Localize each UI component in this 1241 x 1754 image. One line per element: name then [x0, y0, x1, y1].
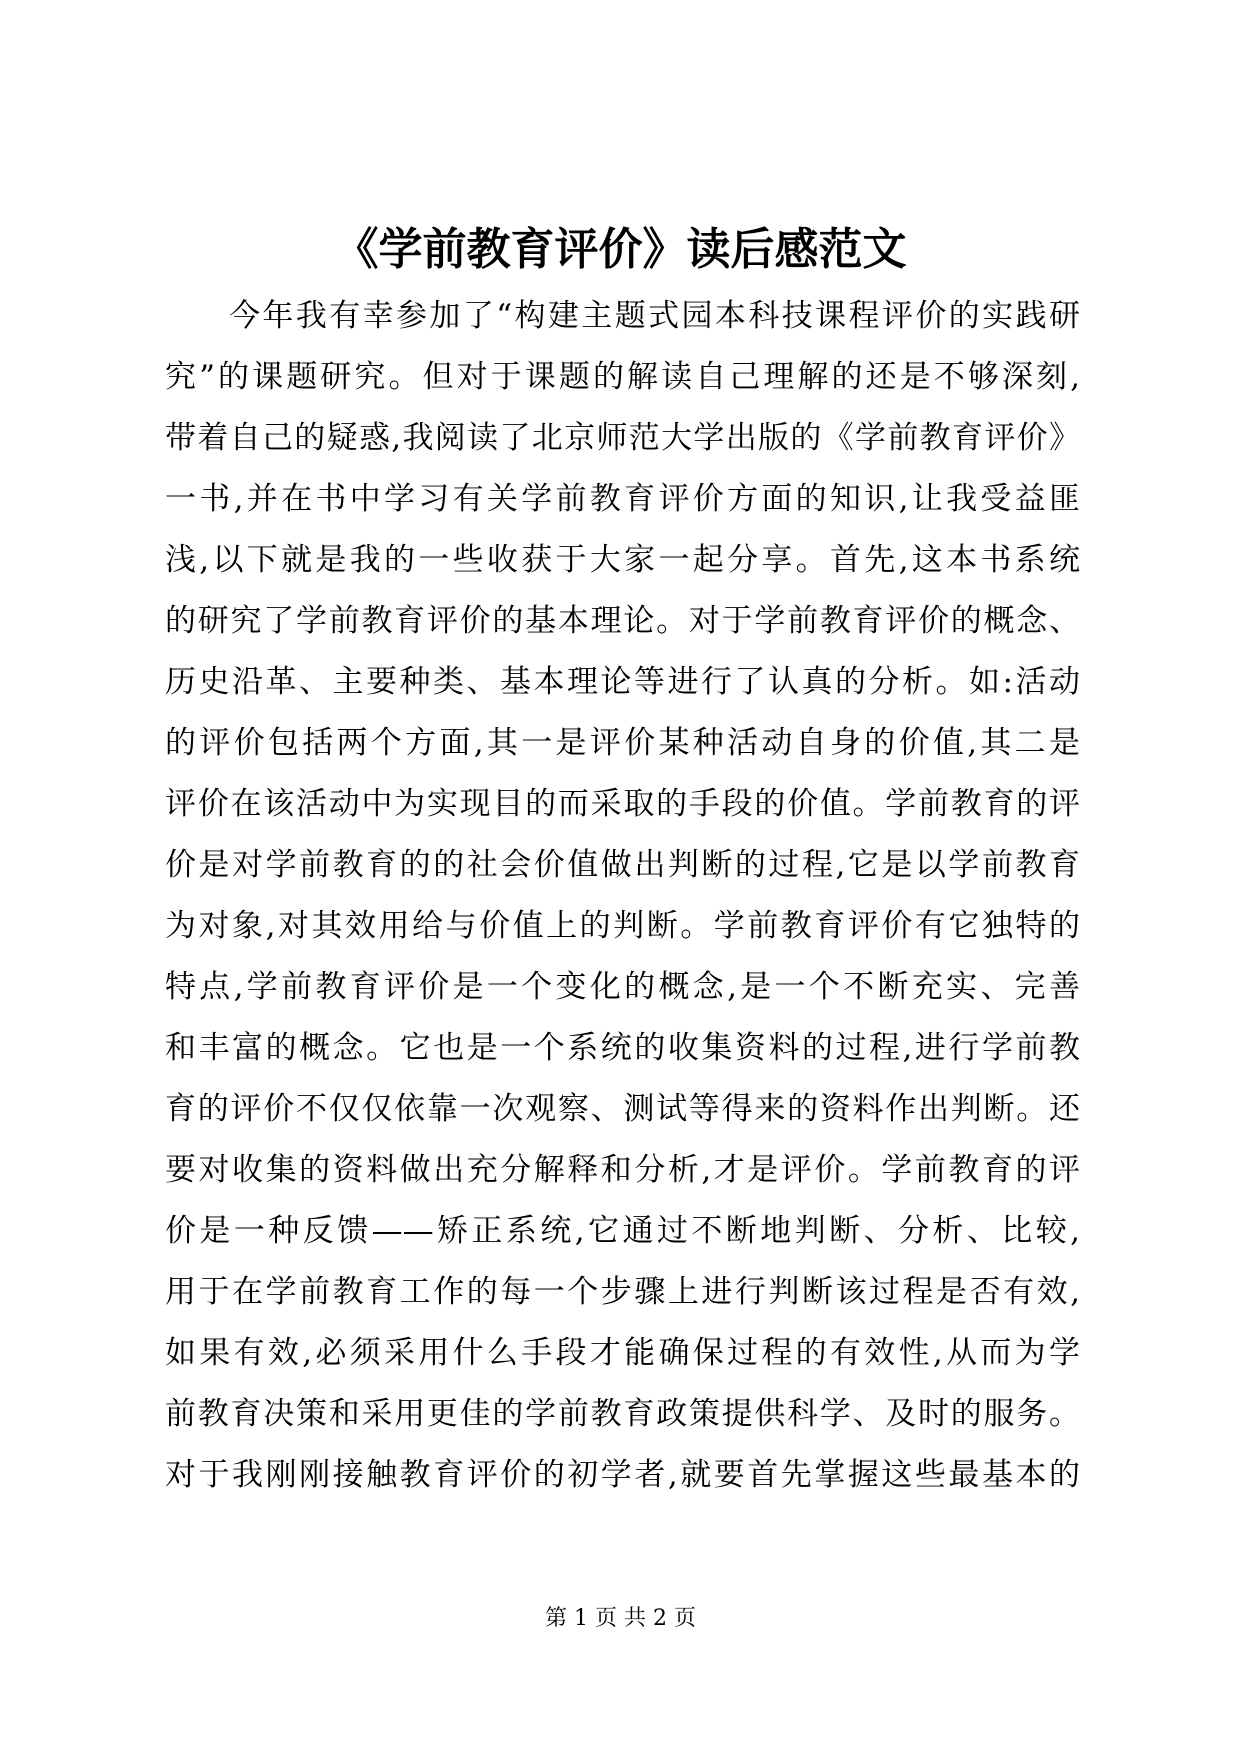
body-line: 和丰富的概念。它也是一个系统的收集资料的过程,进行学前教 — [165, 1030, 1080, 1066]
body-line: 带着自己的疑惑,我阅读了北京师范大学出版的《学前教育评价》 — [165, 420, 1080, 456]
body-line: 价是一种反馈——矫正系统,它通过不断地判断、分析、比较, — [165, 1213, 1080, 1249]
body-line: 浅,以下就是我的一些收获于大家一起分享。首先,这本书系统 — [165, 542, 1080, 578]
body-line: 的研究了学前教育评价的基本理论。对于学前教育评价的概念、 — [165, 603, 1080, 639]
body-line: 一书,并在书中学习有关学前教育评价方面的知识,让我受益匪 — [165, 481, 1080, 517]
body-line: 如果有效,必须采用什么手段才能确保过程的有效性,从而为学 — [165, 1335, 1080, 1371]
body-text — [165, 286, 1080, 1506]
body-line: 用于在学前教育工作的每一个步骤上进行判断该过程是否有效, — [165, 1274, 1080, 1310]
body-line: 究”的课题研究。但对于课题的解读自己理解的还是不够深刻, — [165, 359, 1080, 395]
body-line: 特点,学前教育评价是一个变化的概念,是一个不断充实、完善 — [165, 969, 1080, 1005]
body-line: 为对象,对其效用给与价值上的判断。学前教育评价有它独特的 — [165, 908, 1080, 944]
body-line: 前教育决策和采用更佳的学前教育政策提供科学、及时的服务。 — [165, 1396, 1080, 1432]
body-line: 的评价包括两个方面,其一是评价某种活动自身的价值,其二是 — [165, 725, 1080, 761]
body-line: 对于我刚刚接触教育评价的初学者,就要首先掌握这些最基本的 — [165, 1457, 1080, 1493]
document-title: 《学前教育评价》读后感范文 — [334, 224, 907, 275]
body-line: 评价在该活动中为实现目的而采取的手段的价值。学前教育的评 — [165, 786, 1080, 822]
body-line: 今年我有幸参加了“构建主题式园本科技课程评价的实践研 — [229, 298, 1080, 334]
body-line: 价是对学前教育的的社会价值做出判断的过程,它是以学前教育 — [165, 847, 1080, 883]
body-line: 育的评价不仅仅依靠一次观察、测试等得来的资料作出判断。还 — [165, 1091, 1080, 1127]
page-number-footer: 第 1 页 共 2 页 — [545, 1606, 696, 1631]
body-line: 历史沿革、主要种类、基本理论等进行了认真的分析。如:活动 — [165, 664, 1080, 700]
body-line: 要对收集的资料做出充分解释和分析,才是评价。学前教育的评 — [165, 1152, 1080, 1188]
